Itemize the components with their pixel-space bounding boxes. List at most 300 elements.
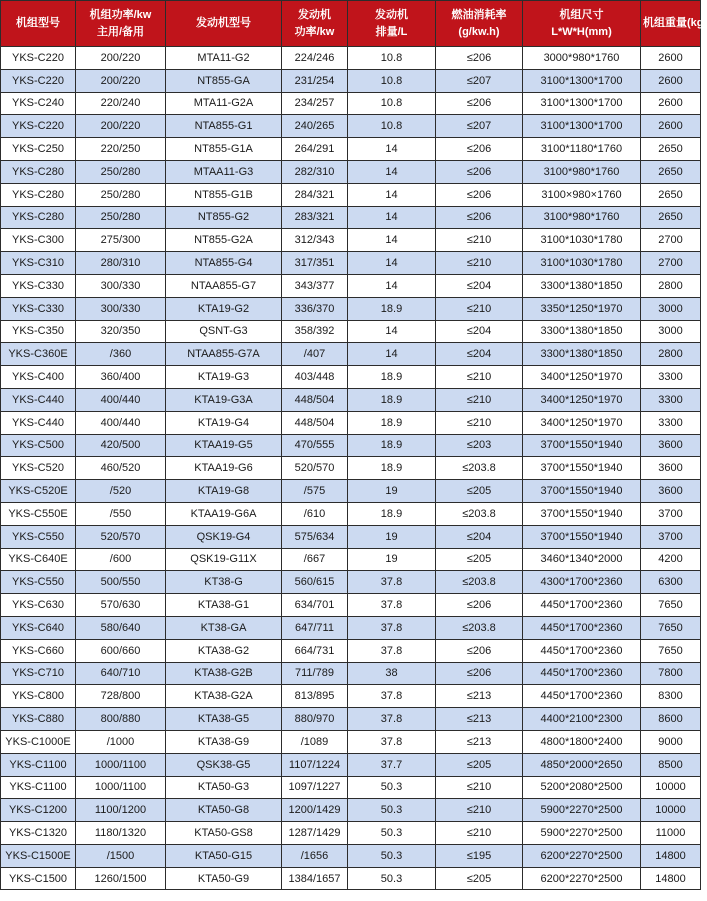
table-row	[1, 525, 701, 548]
cell-unit-dimensions: 3300*1380*1850	[523, 274, 641, 297]
header-unit-dimensions	[523, 1, 641, 47]
cell-fuel-consumption: ≤203.8	[436, 457, 523, 480]
table-row	[1, 92, 701, 115]
cell-engine-power: 575/634	[282, 525, 348, 548]
cell-fuel-consumption: ≤203	[436, 434, 523, 457]
cell-engine-displacement: 14	[348, 138, 436, 161]
cell-unit-model: YKS-C400	[1, 366, 76, 389]
cell-unit-power: 400/440	[76, 411, 166, 434]
cell-unit-weight: 3000	[641, 320, 701, 343]
cell-unit-dimensions: 3400*1250*1970	[523, 411, 641, 434]
cell-unit-dimensions: 4850*2000*2650	[523, 753, 641, 776]
cell-engine-model: KT38-G	[166, 571, 282, 594]
cell-unit-weight: 4200	[641, 548, 701, 571]
cell-unit-model: YKS-C520	[1, 457, 76, 480]
cell-unit-power: 1000/1100	[76, 776, 166, 799]
cell-unit-weight: 2600	[641, 92, 701, 115]
table-row	[1, 753, 701, 776]
table-row	[1, 639, 701, 662]
table-row	[1, 548, 701, 571]
cell-unit-power: 800/880	[76, 708, 166, 731]
cell-engine-displacement: 18.9	[348, 457, 436, 480]
cell-fuel-consumption: ≤206	[436, 206, 523, 229]
cell-unit-model: YKS-C280	[1, 206, 76, 229]
cell-engine-model: NTA855-G4	[166, 252, 282, 275]
cell-engine-displacement: 14	[348, 343, 436, 366]
cell-unit-weight: 6300	[641, 571, 701, 594]
cell-unit-model: YKS-C520E	[1, 480, 76, 503]
cell-engine-displacement: 14	[348, 160, 436, 183]
cell-unit-dimensions: 3100×980×1760	[523, 183, 641, 206]
cell-fuel-consumption: ≤203.8	[436, 502, 523, 525]
cell-unit-dimensions: 3700*1550*1940	[523, 457, 641, 480]
cell-unit-model: YKS-C710	[1, 662, 76, 685]
cell-engine-power: 1287/1429	[282, 822, 348, 845]
cell-unit-weight: 2600	[641, 115, 701, 138]
cell-unit-weight: 8600	[641, 708, 701, 731]
header-label-line: 发动机型号	[196, 17, 251, 29]
cell-engine-model: KTA50-G9	[166, 867, 282, 890]
header-engine-power	[282, 1, 348, 47]
header-label-line: 燃油消耗率	[451, 8, 507, 21]
table-row	[1, 411, 701, 434]
table-row	[1, 799, 701, 822]
cell-unit-dimensions: 4400*2100*2300	[523, 708, 641, 731]
cell-unit-model: YKS-C330	[1, 274, 76, 297]
cell-fuel-consumption: ≤206	[436, 183, 523, 206]
cell-engine-model: NT855-G2	[166, 206, 282, 229]
cell-fuel-consumption: ≤213	[436, 730, 523, 753]
cell-unit-model: YKS-C1100	[1, 776, 76, 799]
cell-unit-dimensions: 5200*2080*2500	[523, 776, 641, 799]
cell-engine-displacement: 19	[348, 548, 436, 571]
cell-unit-dimensions: 6200*2270*2500	[523, 867, 641, 890]
table-row	[1, 274, 701, 297]
cell-fuel-consumption: ≤210	[436, 799, 523, 822]
cell-engine-displacement: 37.8	[348, 616, 436, 639]
cell-unit-power: 220/250	[76, 138, 166, 161]
cell-fuel-consumption: ≤210	[436, 822, 523, 845]
cell-unit-dimensions: 3700*1550*1940	[523, 502, 641, 525]
cell-engine-displacement: 18.9	[348, 434, 436, 457]
cell-engine-power: 234/257	[282, 92, 348, 115]
cell-unit-model: YKS-C1200	[1, 799, 76, 822]
cell-engine-model: KT38-GA	[166, 616, 282, 639]
cell-engine-power: 312/343	[282, 229, 348, 252]
header-label-line: 机组型号	[16, 17, 60, 29]
cell-unit-model: YKS-C550	[1, 525, 76, 548]
cell-unit-dimensions: 4300*1700*2360	[523, 571, 641, 594]
cell-fuel-consumption: ≤205	[436, 548, 523, 571]
header-label-line: 发动机	[375, 8, 408, 21]
table-row	[1, 229, 701, 252]
cell-unit-model: YKS-C220	[1, 47, 76, 70]
header-label-line: 发动机	[298, 8, 331, 21]
cell-fuel-consumption: ≤204	[436, 343, 523, 366]
cell-unit-dimensions: 3100*1030*1780	[523, 252, 641, 275]
cell-engine-power: 448/504	[282, 411, 348, 434]
cell-unit-weight: 14800	[641, 844, 701, 867]
cell-unit-power: 1180/1320	[76, 822, 166, 845]
table-row	[1, 388, 701, 411]
cell-unit-weight: 2800	[641, 343, 701, 366]
cell-engine-power: 224/246	[282, 47, 348, 70]
cell-unit-weight: 10000	[641, 799, 701, 822]
cell-unit-model: YKS-C310	[1, 252, 76, 275]
table-row	[1, 183, 701, 206]
cell-engine-displacement: 37.8	[348, 685, 436, 708]
cell-engine-displacement: 10.8	[348, 47, 436, 70]
cell-unit-weight: 3300	[641, 388, 701, 411]
table-row	[1, 297, 701, 320]
cell-unit-weight: 3600	[641, 457, 701, 480]
cell-unit-weight: 2650	[641, 206, 701, 229]
cell-unit-model: YKS-C350	[1, 320, 76, 343]
cell-unit-power: 400/440	[76, 388, 166, 411]
cell-unit-dimensions: 3700*1550*1940	[523, 434, 641, 457]
cell-engine-model: KTAA19-G6A	[166, 502, 282, 525]
cell-unit-dimensions: 3100*1030*1780	[523, 229, 641, 252]
cell-engine-power: 813/895	[282, 685, 348, 708]
cell-engine-displacement: 50.3	[348, 844, 436, 867]
cell-engine-displacement: 18.9	[348, 388, 436, 411]
cell-engine-power: 1200/1429	[282, 799, 348, 822]
cell-unit-power: 580/640	[76, 616, 166, 639]
cell-engine-model: MTAA11-G3	[166, 160, 282, 183]
cell-unit-weight: 3000	[641, 297, 701, 320]
header-engine-displacement	[348, 1, 436, 47]
header-label-line: (g/kw.h)	[458, 25, 500, 38]
cell-engine-model: NT855-G1A	[166, 138, 282, 161]
cell-engine-displacement: 50.3	[348, 867, 436, 890]
cell-unit-model: YKS-C440	[1, 411, 76, 434]
cell-unit-dimensions: 5900*2270*2500	[523, 799, 641, 822]
cell-engine-model: MTA11-G2A	[166, 92, 282, 115]
table-row	[1, 434, 701, 457]
cell-unit-power: 1000/1100	[76, 753, 166, 776]
cell-fuel-consumption: ≤210	[436, 776, 523, 799]
cell-fuel-consumption: ≤205	[436, 480, 523, 503]
header-unit-power	[76, 1, 166, 47]
cell-unit-weight: 9000	[641, 730, 701, 753]
cell-engine-displacement: 37.8	[348, 571, 436, 594]
cell-engine-power: 317/351	[282, 252, 348, 275]
cell-unit-model: YKS-C330	[1, 297, 76, 320]
table-row	[1, 822, 701, 845]
cell-unit-dimensions: 4450*1700*2360	[523, 662, 641, 685]
cell-engine-power: 664/731	[282, 639, 348, 662]
cell-engine-displacement: 14	[348, 252, 436, 275]
cell-unit-weight: 2650	[641, 183, 701, 206]
header-unit-weight	[641, 1, 707, 47]
cell-unit-power: 300/330	[76, 297, 166, 320]
cell-unit-dimensions: 3100*980*1760	[523, 206, 641, 229]
cell-engine-power: 520/570	[282, 457, 348, 480]
cell-unit-dimensions: 4450*1700*2360	[523, 639, 641, 662]
cell-fuel-consumption: ≤206	[436, 662, 523, 685]
table-row	[1, 320, 701, 343]
cell-unit-power: 728/800	[76, 685, 166, 708]
cell-engine-power: /407	[282, 343, 348, 366]
header-label-line: L*W*H(mm)	[551, 25, 612, 38]
cell-engine-power: 231/254	[282, 69, 348, 92]
table-row	[1, 594, 701, 617]
cell-fuel-consumption: ≤213	[436, 685, 523, 708]
cell-unit-power: 500/550	[76, 571, 166, 594]
cell-unit-dimensions: 4450*1700*2360	[523, 594, 641, 617]
cell-unit-dimensions: 3700*1550*1940	[523, 480, 641, 503]
cell-unit-dimensions: 3460*1340*2000	[523, 548, 641, 571]
cell-engine-model: KTA50-G8	[166, 799, 282, 822]
table-row	[1, 366, 701, 389]
cell-unit-model: YKS-C550E	[1, 502, 76, 525]
cell-engine-model: QSK38-G5	[166, 753, 282, 776]
cell-unit-model: YKS-C220	[1, 69, 76, 92]
cell-unit-model: YKS-C640E	[1, 548, 76, 571]
cell-engine-model: QSK19-G11X	[166, 548, 282, 571]
cell-engine-displacement: 10.8	[348, 69, 436, 92]
table-row	[1, 138, 701, 161]
cell-engine-power: 634/701	[282, 594, 348, 617]
table-row	[1, 708, 701, 731]
cell-unit-model: YKS-C630	[1, 594, 76, 617]
cell-unit-power: /1000	[76, 730, 166, 753]
header-label-line: 功率/kw	[294, 25, 335, 38]
cell-engine-model: KTA19-G4	[166, 411, 282, 434]
cell-unit-weight: 2650	[641, 138, 701, 161]
cell-engine-displacement: 50.3	[348, 822, 436, 845]
table-row	[1, 502, 701, 525]
cell-fuel-consumption: ≤210	[436, 411, 523, 434]
cell-unit-power: 460/520	[76, 457, 166, 480]
header-label-line: 机组功率/kw	[89, 8, 152, 21]
cell-unit-model: YKS-C1000E	[1, 730, 76, 753]
cell-unit-dimensions: 3100*1180*1760	[523, 138, 641, 161]
cell-unit-power: 200/220	[76, 47, 166, 70]
cell-unit-power: 1260/1500	[76, 867, 166, 890]
cell-engine-model: QSNT-G3	[166, 320, 282, 343]
cell-unit-weight: 2600	[641, 47, 701, 70]
cell-unit-model: YKS-C250	[1, 138, 76, 161]
cell-unit-weight: 3700	[641, 525, 701, 548]
cell-engine-power: 560/615	[282, 571, 348, 594]
cell-unit-model: YKS-C240	[1, 92, 76, 115]
cell-unit-model: YKS-C280	[1, 183, 76, 206]
cell-engine-power: 647/711	[282, 616, 348, 639]
cell-unit-model: YKS-C1500	[1, 867, 76, 890]
cell-engine-power: /1089	[282, 730, 348, 753]
cell-unit-power: 220/240	[76, 92, 166, 115]
table-row	[1, 867, 701, 890]
cell-unit-dimensions: 4450*1700*2360	[523, 616, 641, 639]
cell-unit-weight: 2700	[641, 229, 701, 252]
cell-unit-dimensions: 3400*1250*1970	[523, 388, 641, 411]
cell-fuel-consumption: ≤206	[436, 47, 523, 70]
cell-unit-weight: 3700	[641, 502, 701, 525]
table-header	[1, 1, 707, 47]
cell-unit-weight: 2650	[641, 160, 701, 183]
table-row	[1, 616, 701, 639]
cell-fuel-consumption: ≤206	[436, 639, 523, 662]
cell-engine-displacement: 14	[348, 183, 436, 206]
cell-engine-model: KTA38-G2A	[166, 685, 282, 708]
cell-unit-model: YKS-C500	[1, 434, 76, 457]
table-body	[1, 47, 701, 890]
cell-engine-displacement: 18.9	[348, 366, 436, 389]
cell-unit-model: YKS-C1500E	[1, 844, 76, 867]
cell-engine-displacement: 19	[348, 525, 436, 548]
cell-fuel-consumption: ≤203.8	[436, 616, 523, 639]
table-row	[1, 69, 701, 92]
cell-engine-displacement: 37.8	[348, 639, 436, 662]
cell-fuel-consumption: ≤213	[436, 708, 523, 731]
cell-unit-model: YKS-C220	[1, 115, 76, 138]
cell-engine-displacement: 14	[348, 274, 436, 297]
cell-unit-power: 1100/1200	[76, 799, 166, 822]
table-row	[1, 343, 701, 366]
cell-engine-model: KTA19-G8	[166, 480, 282, 503]
cell-engine-displacement: 37.8	[348, 594, 436, 617]
cell-engine-model: KTA38-G5	[166, 708, 282, 731]
cell-engine-power: /610	[282, 502, 348, 525]
cell-engine-power: 240/265	[282, 115, 348, 138]
cell-engine-power: 358/392	[282, 320, 348, 343]
cell-fuel-consumption: ≤204	[436, 274, 523, 297]
cell-unit-model: YKS-C300	[1, 229, 76, 252]
cell-unit-weight: 7650	[641, 616, 701, 639]
cell-unit-power: 200/220	[76, 69, 166, 92]
cell-engine-model: KTA50-G15	[166, 844, 282, 867]
table-row	[1, 252, 701, 275]
cell-unit-model: YKS-C280	[1, 160, 76, 183]
table-row	[1, 776, 701, 799]
cell-engine-power: 1107/1224	[282, 753, 348, 776]
header-label-line: 机组尺寸	[559, 8, 604, 21]
cell-unit-power: 280/310	[76, 252, 166, 275]
cell-unit-dimensions: 3300*1380*1850	[523, 320, 641, 343]
cell-fuel-consumption: ≤210	[436, 297, 523, 320]
cell-engine-power: 1384/1657	[282, 867, 348, 890]
cell-fuel-consumption: ≤206	[436, 594, 523, 617]
cell-engine-power: 711/789	[282, 662, 348, 685]
cell-fuel-consumption: ≤203.8	[436, 571, 523, 594]
cell-unit-weight: 2800	[641, 274, 701, 297]
cell-unit-dimensions: 3700*1550*1940	[523, 525, 641, 548]
cell-fuel-consumption: ≤210	[436, 229, 523, 252]
cell-engine-displacement: 19	[348, 480, 436, 503]
cell-engine-displacement: 37.7	[348, 753, 436, 776]
cell-unit-power: 300/330	[76, 274, 166, 297]
cell-engine-power: 284/321	[282, 183, 348, 206]
cell-engine-model: KTA19-G3	[166, 366, 282, 389]
cell-engine-model: NTA855-G1	[166, 115, 282, 138]
cell-unit-model: YKS-C1320	[1, 822, 76, 845]
cell-unit-model: YKS-C440	[1, 388, 76, 411]
cell-engine-power: /1656	[282, 844, 348, 867]
cell-engine-power: 448/504	[282, 388, 348, 411]
cell-engine-model: KTAA19-G5	[166, 434, 282, 457]
cell-fuel-consumption: ≤205	[436, 753, 523, 776]
cell-unit-dimensions: 3350*1250*1970	[523, 297, 641, 320]
cell-unit-dimensions: 3400*1250*1970	[523, 366, 641, 389]
cell-engine-power: 283/321	[282, 206, 348, 229]
table-row	[1, 47, 701, 70]
cell-engine-power: 264/291	[282, 138, 348, 161]
cell-engine-power: 336/370	[282, 297, 348, 320]
cell-unit-weight: 8300	[641, 685, 701, 708]
table-row	[1, 115, 701, 138]
table-row	[1, 480, 701, 503]
cell-engine-model: NTAA855-G7A	[166, 343, 282, 366]
cell-engine-power: 403/448	[282, 366, 348, 389]
cell-engine-model: KTA50-G3	[166, 776, 282, 799]
cell-unit-weight: 7800	[641, 662, 701, 685]
cell-unit-weight: 7650	[641, 639, 701, 662]
cell-engine-model: KTA38-G2	[166, 639, 282, 662]
cell-unit-weight: 2600	[641, 69, 701, 92]
header-label-line: 机组重量(kg)	[643, 17, 707, 29]
cell-engine-displacement: 50.3	[348, 799, 436, 822]
cell-fuel-consumption: ≤205	[436, 867, 523, 890]
cell-engine-model: NT855-G1B	[166, 183, 282, 206]
cell-engine-power: /575	[282, 480, 348, 503]
cell-engine-power: 470/555	[282, 434, 348, 457]
cell-fuel-consumption: ≤206	[436, 160, 523, 183]
header-fuel-consumption	[436, 1, 523, 47]
cell-unit-model: YKS-C550	[1, 571, 76, 594]
cell-engine-model: KTAA19-G6	[166, 457, 282, 480]
table-row	[1, 662, 701, 685]
cell-engine-displacement: 10.8	[348, 115, 436, 138]
cell-unit-dimensions: 4800*1800*2400	[523, 730, 641, 753]
cell-unit-power: 360/400	[76, 366, 166, 389]
cell-unit-weight: 8500	[641, 753, 701, 776]
cell-unit-dimensions: 4450*1700*2360	[523, 685, 641, 708]
cell-unit-weight: 3600	[641, 434, 701, 457]
cell-engine-model: NT855-G2A	[166, 229, 282, 252]
cell-engine-model: KTA38-G2B	[166, 662, 282, 685]
cell-unit-weight: 3600	[641, 480, 701, 503]
cell-unit-dimensions: 3000*980*1760	[523, 47, 641, 70]
cell-unit-dimensions: 3100*980*1760	[523, 160, 641, 183]
cell-unit-dimensions: 3100*1300*1700	[523, 115, 641, 138]
table-row	[1, 844, 701, 867]
cell-unit-model: YKS-C660	[1, 639, 76, 662]
cell-engine-displacement: 50.3	[348, 776, 436, 799]
table-row	[1, 160, 701, 183]
cell-unit-model: YKS-C640	[1, 616, 76, 639]
cell-engine-displacement: 18.9	[348, 297, 436, 320]
cell-unit-dimensions: 3100*1300*1700	[523, 69, 641, 92]
cell-engine-model: KTA50-GS8	[166, 822, 282, 845]
cell-unit-dimensions: 5900*2270*2500	[523, 822, 641, 845]
cell-engine-displacement: 10.8	[348, 92, 436, 115]
cell-unit-power: 200/220	[76, 115, 166, 138]
cell-fuel-consumption: ≤204	[436, 320, 523, 343]
cell-engine-power: 282/310	[282, 160, 348, 183]
cell-unit-weight: 2700	[641, 252, 701, 275]
cell-unit-weight: 11000	[641, 822, 701, 845]
cell-unit-dimensions: 3100*1300*1700	[523, 92, 641, 115]
table-row	[1, 457, 701, 480]
cell-engine-displacement: 37.8	[348, 708, 436, 731]
cell-unit-power: /360	[76, 343, 166, 366]
cell-engine-model: KTA19-G2	[166, 297, 282, 320]
cell-unit-power: /600	[76, 548, 166, 571]
cell-fuel-consumption: ≤206	[436, 138, 523, 161]
cell-engine-power: 880/970	[282, 708, 348, 731]
cell-fuel-consumption: ≤210	[436, 388, 523, 411]
